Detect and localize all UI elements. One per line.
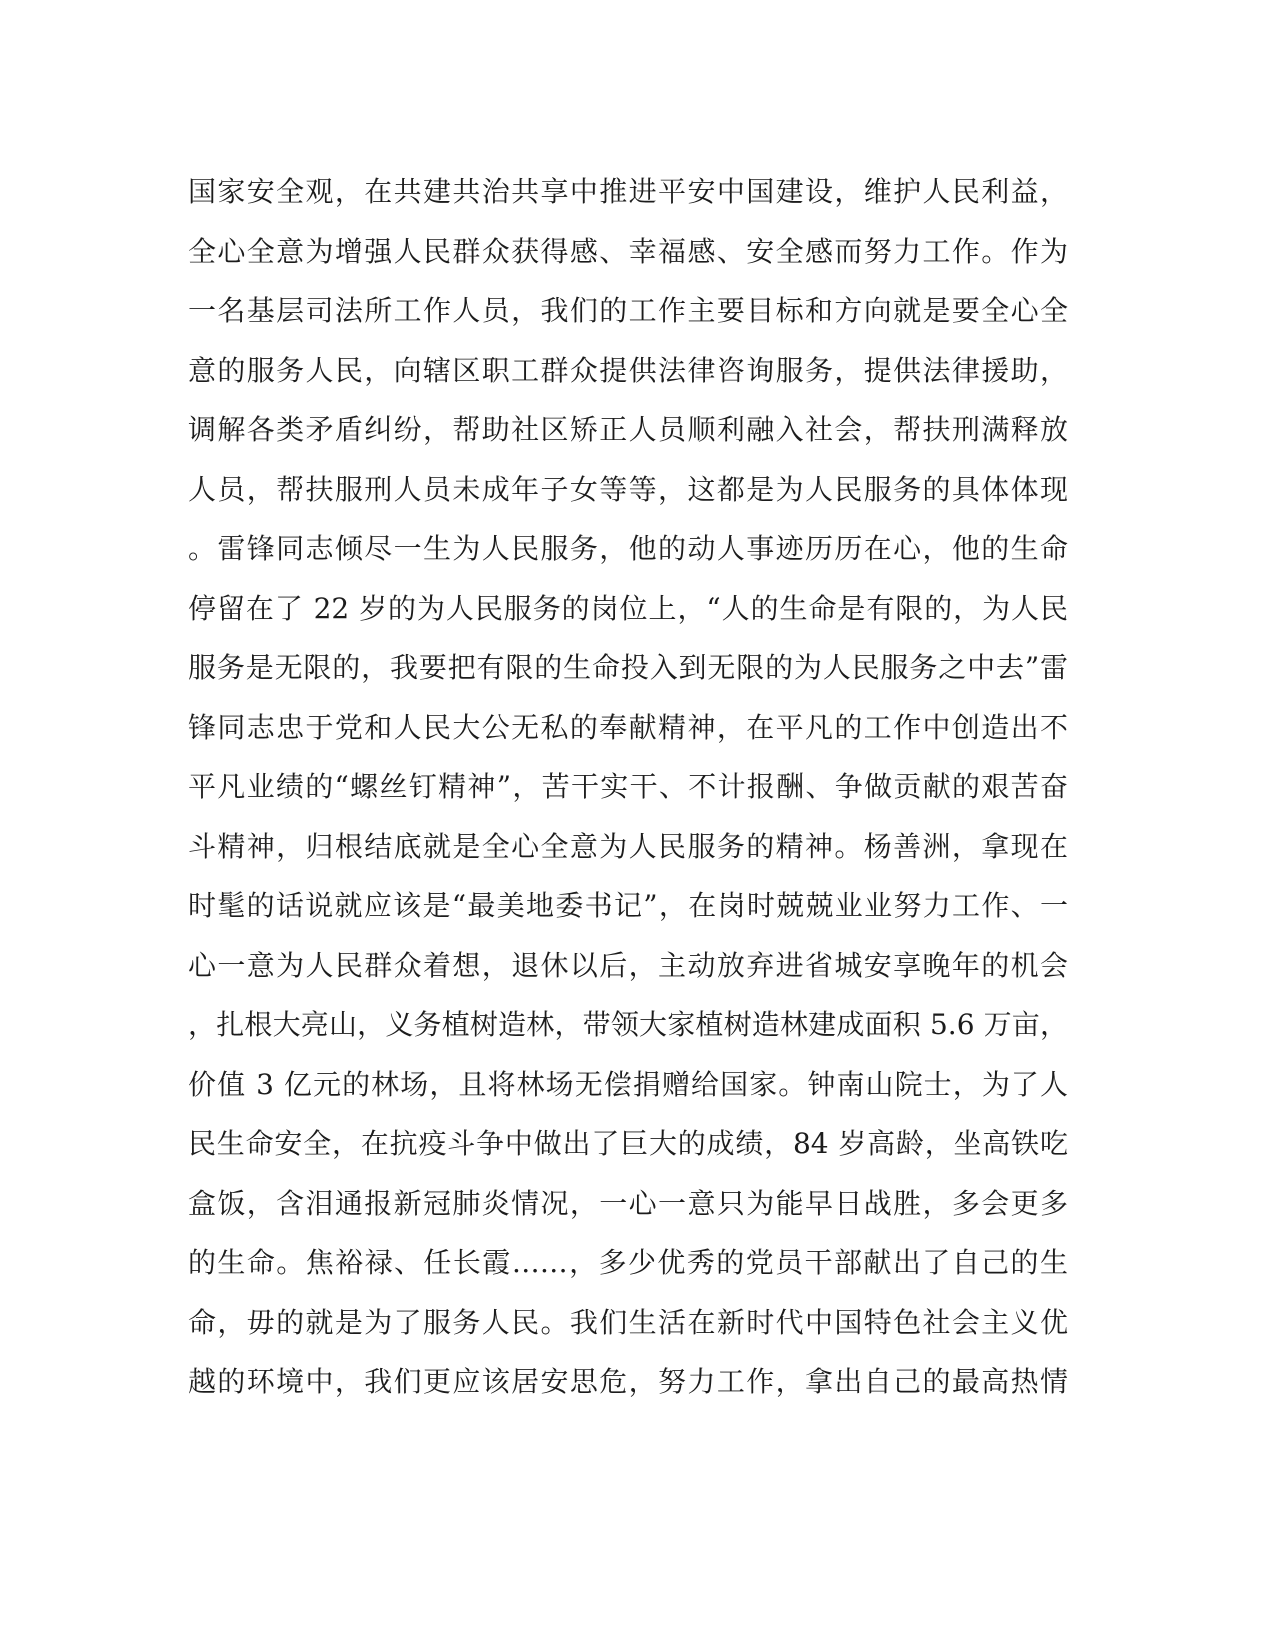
text-line: 一名基层司法所工作人员，我们的工作主要目标和方向就是要全心全 bbox=[188, 294, 1068, 327]
text-line: 人员，帮扶服刑人员未成年子女等等，这都是为人民服务的具体体现 bbox=[188, 472, 1068, 506]
text-line: 盒饭，含泪通报新冠肺炎情况，一心一意只为能早日战胜，多会更多 bbox=[188, 1186, 1068, 1220]
text-line: ，扎根大亮山，义务植树造林，带领大家植树造林建成面积 5.6 万亩， bbox=[188, 1008, 1068, 1041]
text-line: 民生命安全，在抗疫斗争中做出了巨大的成绩，84 岁高龄，坐高铁吃 bbox=[188, 1127, 1068, 1160]
text-line: 调解各类矛盾纠纷，帮助社区矫正人员顺利融入社会，帮扶刑满释放 bbox=[188, 413, 1068, 446]
text-line: 时髦的话说就应该是“最美地委书记”，在岗时兢兢业业努力工作、一 bbox=[188, 889, 1068, 922]
text-line: 锋同志忠于党和人民大公无私的奉献精神，在平凡的工作中创造出不 bbox=[188, 710, 1068, 744]
text-line: 停留在了 22 岁的为人民服务的岗位上，“人的生命是有限的，为人民 bbox=[188, 591, 1068, 625]
text-line: 国家安全观，在共建共治共享中推进平安中国建设，维护人民利益， bbox=[188, 175, 1068, 208]
text-line: 的生命。焦裕禄、任长霞……，多少优秀的党员干部献出了自己的生 bbox=[188, 1246, 1068, 1279]
text-line: 越的环境中，我们更应该居安思危，努力工作，拿出自己的最高热情 bbox=[188, 1365, 1068, 1398]
text-line: 意的服务人民，向辖区职工群众提供法律咨询服务，提供法律援助， bbox=[188, 353, 1068, 387]
text-line: 服务是无限的，我要把有限的生命投入到无限的为人民服务之中去”雷 bbox=[188, 651, 1068, 684]
body-text bbox=[188, 162, 1068, 1412]
text-line: 价值 3 亿元的林场，且将林场无偿捐赠给国家。钟南山院士，为了人 bbox=[188, 1067, 1068, 1101]
text-line: 全心全意为增强人民群众获得感、幸福感、安全感而努力工作。作为 bbox=[188, 234, 1068, 268]
text-line: 命，毋的就是为了服务人民。我们生活在新时代中国特色社会主义优 bbox=[188, 1305, 1068, 1339]
text-line: 心一意为人民群众着想，退休以后，主动放弃进省城安享晚年的机会 bbox=[188, 948, 1068, 982]
text-line: 平凡业绩的“螺丝钉精神”，苦干实干、不计报酬、争做贡献的艰苦奋 bbox=[188, 770, 1068, 803]
text-line: 。雷锋同志倾尽一生为人民服务，他的动人事迹历历在心，他的生命 bbox=[188, 532, 1068, 565]
text-line: 斗精神，归根结底就是全心全意为人民服务的精神。杨善洲，拿现在 bbox=[188, 829, 1068, 863]
